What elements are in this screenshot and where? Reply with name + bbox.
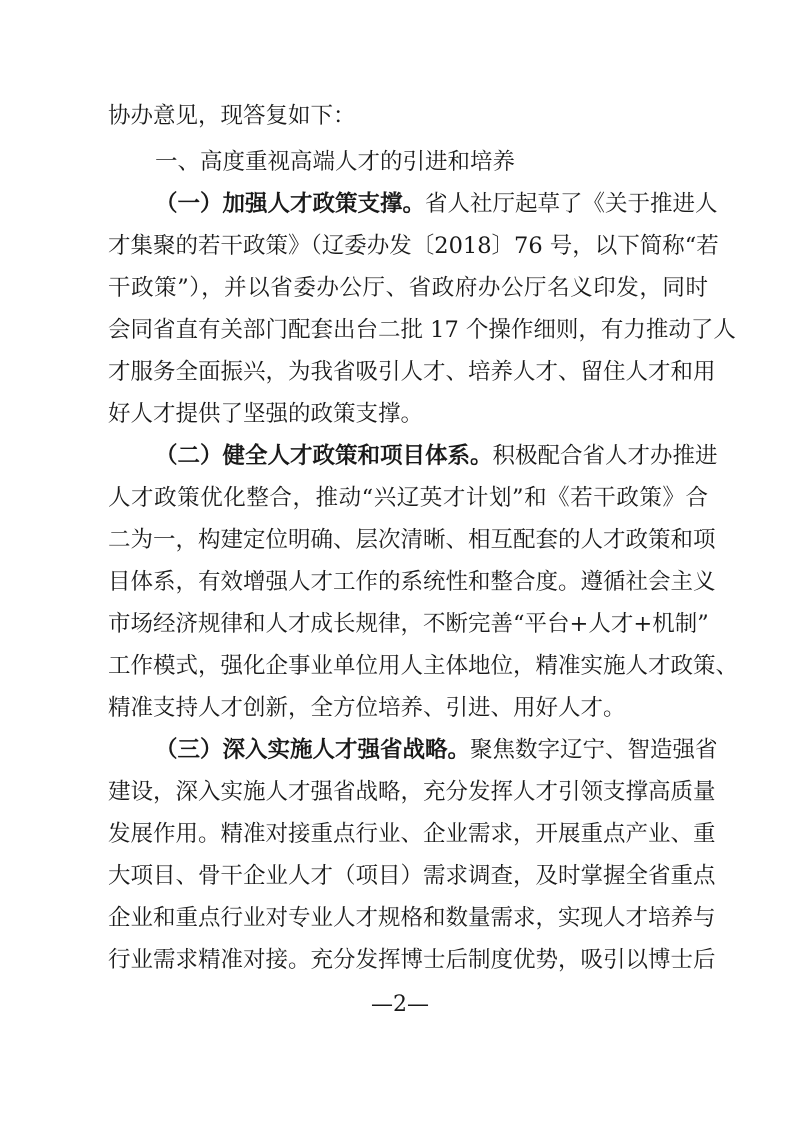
paragraph-1-line-3: 干政策”），并以省委办公厅、省政府办公厅名义印发，同时 (108, 275, 708, 301)
paragraph-3-line-3: 发展作用。精准对接重点行业、企业需求，开展重点产业、重 (108, 821, 716, 847)
paragraph-1-line-6: 好人才提供了坚强的政策支撑。 (108, 401, 424, 427)
paragraph-2-line-4: 目体系，有效增强人才工作的系统性和整合度。遵循社会主义 (108, 569, 716, 595)
page-number: —2— (371, 992, 429, 1017)
paragraph-3-line-6: 行业需求精准对接。充分发挥博士后制度优势，吸引以博士后 (108, 947, 716, 973)
paragraph-3-text: 聚焦数字辽宁、智造强省 (470, 737, 718, 763)
paragraph-2-line-6: 工作模式，强化企事业单位用人主体地位，精准实施人才政策、 (108, 653, 739, 679)
paragraph-2-line-1 (155, 441, 718, 471)
paragraph-1-line-5: 才服务全面振兴，为我省吸引人才、培养人才、留住人才和用 (108, 359, 716, 385)
paragraph-2-line-2: 人才政策优化整合，推动“兴辽英才计划”和《若干政策》合 (108, 485, 708, 511)
paragraph-3-line-1 (155, 735, 718, 765)
paragraph-3-line-2: 建设，深入实施人才强省战略，充分发挥人才引领支撑高质量 (108, 779, 716, 805)
intro-line: 协办意见，现答复如下： (108, 103, 356, 129)
paragraph-2-line-5: 市场经济规律和人才成长规律，不断完善“平台+人才+机制” (108, 611, 709, 637)
paragraph-2-text: 积极配合省人才办推进 (492, 443, 718, 469)
paragraph-1-line-2: 才集聚的若干政策》（辽委办发〔2018〕76 号，以下简称“若 (108, 233, 719, 259)
paragraph-3-line-5: 企业和重点行业对专业人才规格和数量需求，实现人才培养与 (108, 905, 716, 931)
section-heading: 一、高度重视高端人才的引进和培养 (155, 149, 516, 175)
paragraph-1-text: 省人社厅起草了《关于推进人 (425, 191, 718, 217)
paragraph-2-line-3: 二为一，构建定位明确、层次清晰、相互配套的人才政策和项 (108, 527, 716, 553)
paragraph-1-line-1 (155, 189, 718, 219)
paragraph-1-lead: （一）加强人才政策支撑。 (155, 191, 426, 217)
paragraph-1-line-4: 会同省直有关部门配套出台二批 17 个操作细则，有力推动了人 (108, 317, 736, 343)
paragraph-2-line-7: 精准支持人才创新，全方位培养、引进、用好人才。 (108, 695, 626, 721)
paragraph-3-line-4: 大项目、骨干企业人才（项目）需求调查，及时掌握全省重点 (108, 863, 716, 889)
paragraph-2-lead: （二）健全人才政策和项目体系。 (155, 443, 493, 469)
paragraph-3-lead: （三）深入实施人才强省战略。 (155, 737, 471, 763)
